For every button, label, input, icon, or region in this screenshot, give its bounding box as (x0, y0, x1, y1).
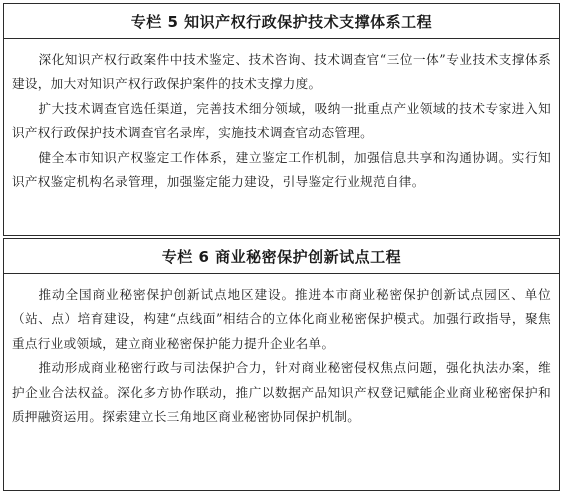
column-body-6 (4, 274, 559, 429)
column-box-5 (3, 3, 560, 236)
paragraph: 扩大技术调查官选任渠道，完善技术细分领域，吸纳一批重点产业领域的技术专家进入知识产权行政保护技术调查官名录库，实施技术调查官动态管理。 (12, 100, 551, 141)
paragraph: 深化知识产权行政案件中技术鉴定、技术咨询、技术调查官“三位一体”专业技术支撑体系建设，加大对知识产权行政保护案件的技术支撑力度。 (12, 52, 551, 92)
column-title-6: 专栏 6 商业秘密保护创新试点工程 (161, 247, 402, 266)
paragraph: 健全本市知识产权鉴定工作体系，建立鉴定工作机制，加强信息共享和沟通协调。实行知识产权鉴定机构名录管理，加强鉴定能力建设，引导鉴定行业规范自律。 (12, 149, 551, 190)
paragraph: 推动全国商业秘密保护创新试点地区建设。推进本市商业秘密保护创新试点园区、单位（站、点）培育建设，构建“点线面”相结合的立体化商业秘密保护模式。加强行政指导，聚焦重点行业或领域，建立商业秘密保护能力提升企业名单。 (12, 287, 551, 351)
column-header-5 (4, 4, 559, 39)
column-body-5 (4, 39, 559, 194)
column-header-6 (4, 239, 559, 274)
column-title-5: 专栏 5 知识产权行政保护技术支撑体系工程 (130, 12, 433, 31)
column-box-6 (3, 238, 560, 491)
paragraph: 推动形成商业秘密行政与司法保护合力，针对商业秘密侵权焦点问题，强化执法办案，维护企业合法权益。深化多方协作联动，推广以数据产品知识产权登记赋能企业商业秘密保护和质押融资运用。探索建立长三角地区商业秘密协同保护机制。 (12, 360, 551, 425)
